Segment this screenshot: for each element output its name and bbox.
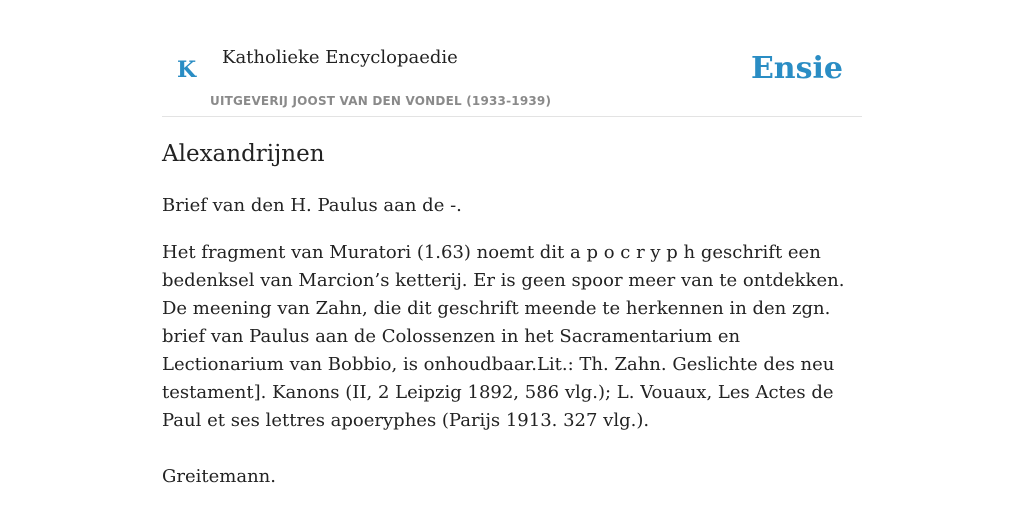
site-header — [162, 0, 862, 117]
article-content — [162, 136, 862, 491]
article-paragraph-body: Het fragment van Muratori (1.63) noemt dit a p o c r y p h geschrift een bedenksel van Marcion’s ketterij. Er is geen spoor meer van te ontdekken. De meening van Zahn, die dit geschrift meende te herkennen in den zgn. brief van Paulus aan de Colossenzen in het Sacramentarium en Lectionarium van Bobbio, is onhoudbaar.Lit.: Th. Zahn. Geslichte des neu testament]. Kanons (II, 2 Leipzig 1892, 586 vlg.); L. Vouaux, Les Actes de Paul et ses lettres apoeryphes (Parijs 1913. 327 vlg.). — [162, 242, 845, 431]
article-title: Alexandrijnen — [162, 141, 325, 167]
article-author: Greitemann. — [162, 466, 276, 487]
publisher-subtitle: UITGEVERIJ JOOST VAN DEN VONDEL (1933-1939) — [210, 94, 552, 108]
logo-icon[interactable]: K — [177, 57, 197, 83]
article-paragraph-intro: Brief van den H. Paulus aan de -. — [162, 195, 462, 216]
brand-logo-link[interactable]: Ensie — [750, 51, 843, 86]
site-title-link[interactable]: Katholieke Encyclopaedie — [222, 47, 458, 68]
